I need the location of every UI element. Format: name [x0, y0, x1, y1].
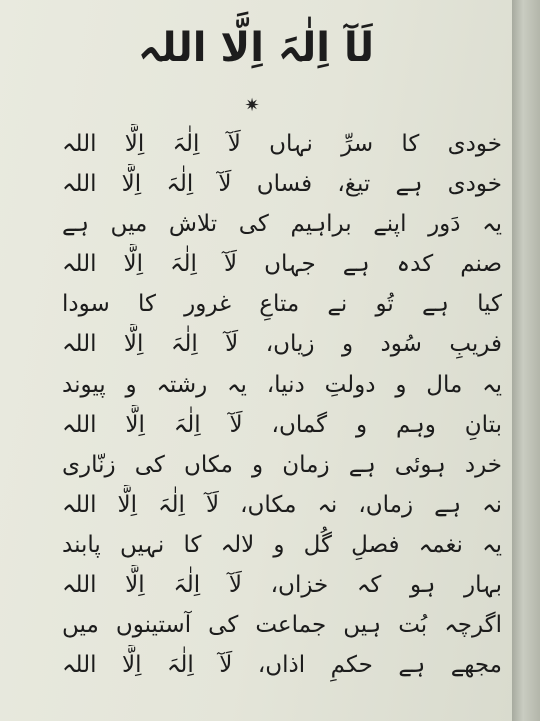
book-spine-edge	[512, 0, 540, 721]
verse-line: یہ مال و دولتِ دنیا، یہ رشتہ و پیوند	[62, 371, 502, 398]
verse-line: صنم کدہ ہے جہاں لَآ اِلٰہَ اِلَّا اللہ	[62, 251, 502, 278]
star-ornament-icon: ✷	[244, 95, 260, 116]
poem-verses	[62, 124, 502, 685]
poem-title: لَآ اِلٰہَ اِلَّا اللہ	[138, 25, 374, 71]
verse-line: کیا ہے تُو نے متاعِ غرور کا سودا	[62, 291, 502, 318]
verse-line: خودی ہے تیغ، فساں لَآ اِلٰہَ اِلَّا اللہ	[62, 171, 502, 198]
verse-line: یہ نغمہ فصلِ گُل و لالہ کا نہیں پابند	[62, 531, 502, 558]
verse-line: بتانِ وہم و گماں، لَآ اِلٰہَ اِلَّا اللہ	[62, 411, 502, 438]
verse-line: یہ دَور اپنے براہیم کی تلاش میں ہے	[62, 211, 502, 238]
verse-line: خرد ہوئی ہے زمان و مکاں کی زنّاری	[62, 451, 502, 478]
verse-line: بہار ہو کہ خزاں، لَآ اِلٰہَ اِلَّا اللہ	[62, 572, 502, 599]
verse-line: اگرچہ بُت ہیں جماعت کی آستینوں میں	[62, 612, 502, 639]
verse-line: مجھے ہے حکمِ اذاں، لَآ اِلٰہَ اِلَّا اللہ	[62, 652, 502, 679]
verse-line: نہ ہے زماں، نہ مکاں، لَآ اِلٰہَ اِلَّا اللہ	[62, 491, 502, 518]
verse-line: خودی کا سرِّ نہاں لَآ اِلٰہَ اِلَّا اللہ	[62, 131, 502, 157]
verse-line: فریبِ سُود و زیاں، لَآ اِلٰہَ اِلَّا اللہ	[62, 331, 502, 358]
